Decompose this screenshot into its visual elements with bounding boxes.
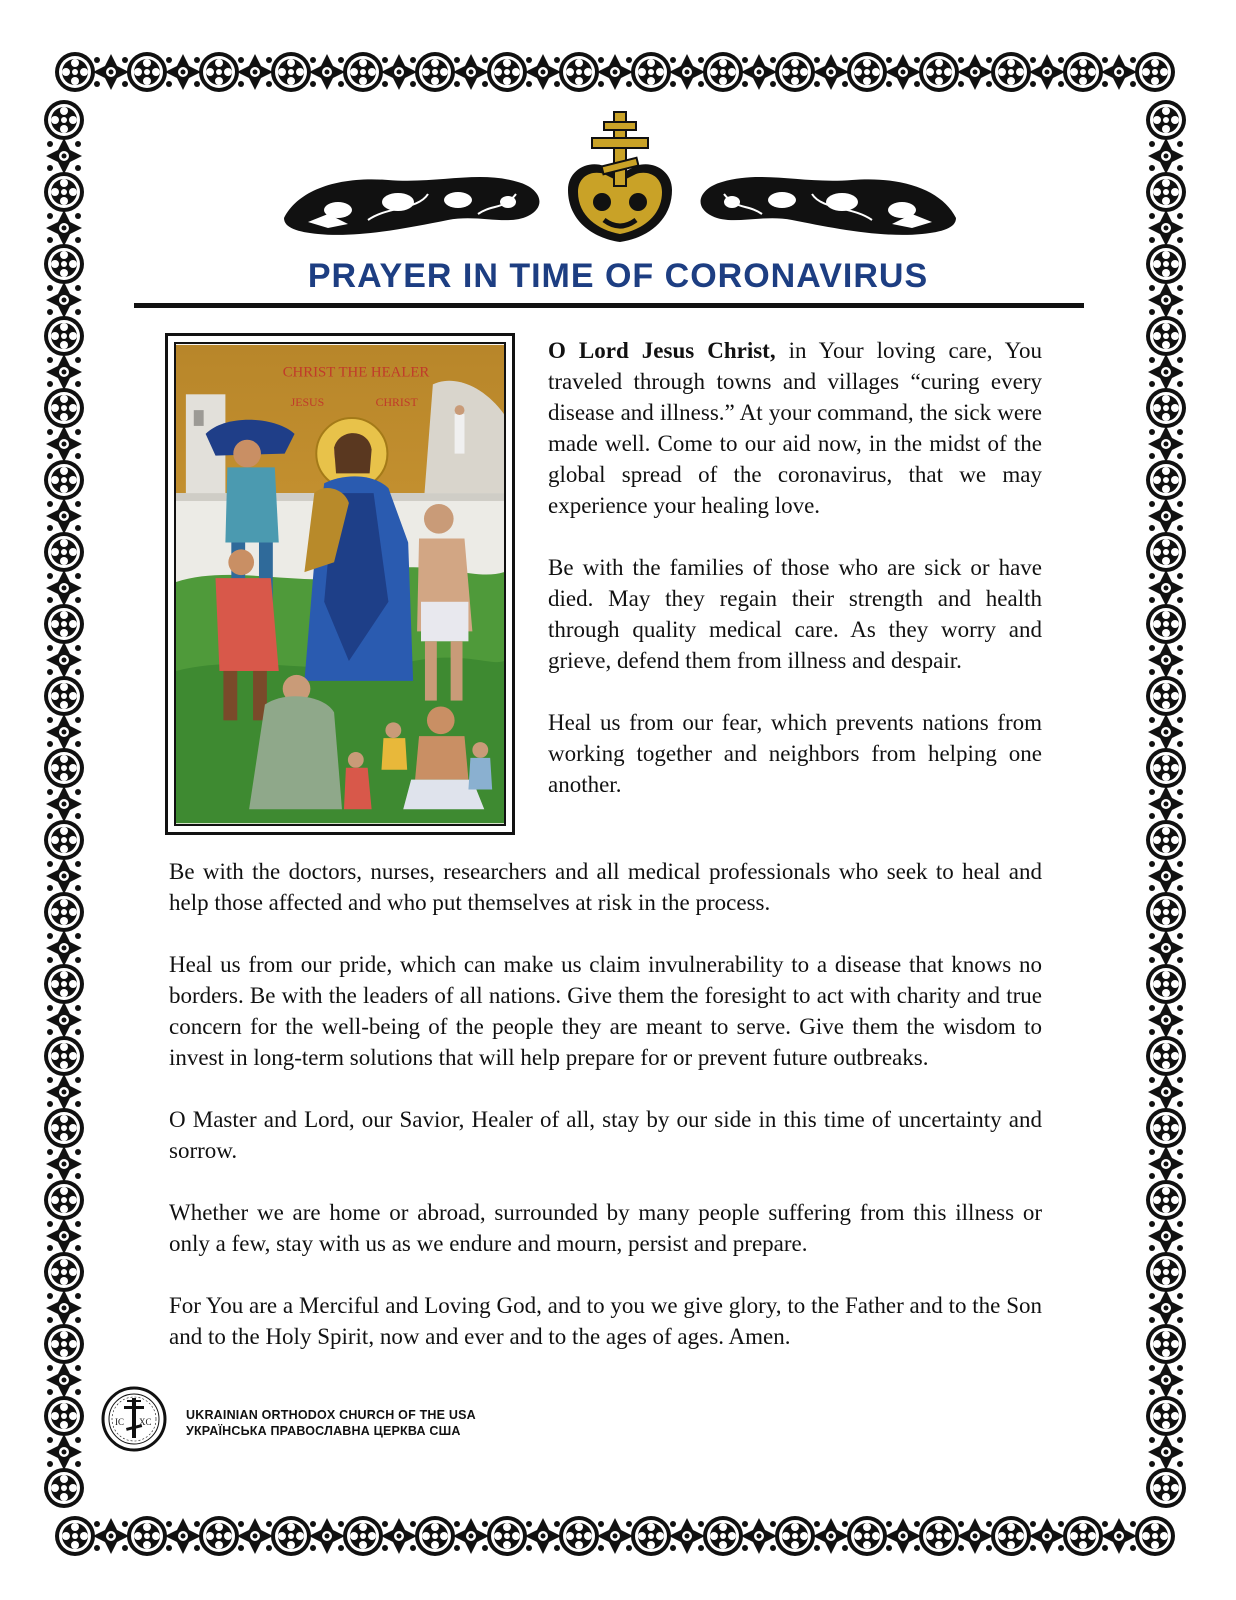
prayer-paragraph-7: Whether we are home or abroad, surrounded by many people suffering from this illness or only a few, stay with us as we endure and mourn, persist and prepare. xyxy=(169,1200,1042,1256)
header-ornament-cross-icon xyxy=(278,110,962,250)
prayer-paragraph-4: Be with the doctors, nurses, researchers and all medical professionals who seek to heal and help those affected and who put themselves at risk in the process. xyxy=(169,859,1042,915)
seal-xc: XC xyxy=(139,1417,152,1427)
border-rosette-icon xyxy=(40,1464,88,1512)
page-title: PRAYER IN TIME OF CORONAVIRUS xyxy=(307,257,929,295)
border-right xyxy=(1142,96,1190,1512)
prayer-paragraph-2: Be with the families of those who are sick or have died. May they regain their strength and health through quality medical care. As they worry and grieve, defend them from illness and despair. xyxy=(548,555,1042,673)
icon-caption: CHRIST THE HEALER xyxy=(282,364,430,381)
border-rosette-icon xyxy=(1131,48,1179,96)
icon-name-right: CHRIST xyxy=(375,395,418,410)
christ-the-healer-icon xyxy=(174,342,506,826)
prayer-opening-bold: O Lord Jesus Christ, xyxy=(548,338,776,363)
prayer-paragraph-1 xyxy=(548,335,1042,521)
prayer-paragraph-5: Heal us from our pride, which can make us claim invulnerability to a disease that knows no borders. Be with the leaders of all nations. Give them the foresight to act with charity and true concern for the well-being of the people they are meant to serve. Give them the wisdom to invest in long-term solutions that will help prepare for or prevent future outbreaks. xyxy=(169,952,1042,1070)
border-left xyxy=(40,96,88,1512)
prayer-opening-text: in Your loving care, You traveled through towns and villages “curing every disease and illness.” At your command, the sick were made well. Come to our aid now, in the midst of the global spread of the coronavirus, that we may experience your healing love. xyxy=(548,338,1042,518)
prayer-paragraph-3: Heal us from our fear, which prevents nations from working together and neighbors from helping one another. xyxy=(548,710,1042,797)
prayer-main-column xyxy=(169,856,1042,1352)
border-bottom xyxy=(40,1512,1190,1560)
footer-org-english: UKRAINIAN ORTHODOX CHURCH OF THE USA xyxy=(186,1408,476,1422)
prayer-intro-column xyxy=(548,335,1042,800)
footer-organization xyxy=(186,1407,476,1439)
icon-name-left: JESUS xyxy=(290,395,325,410)
title-divider xyxy=(134,303,1084,308)
prayer-paragraph-6: O Master and Lord, our Savior, Healer of all, stay by our side in this time of uncertainty and sorrow. xyxy=(169,1107,1042,1163)
border-rosette-icon xyxy=(1142,1464,1190,1512)
prayer-paragraph-8: For You are a Merciful and Loving God, and to you we give glory, to the Father and to the Son and to the Holy Spirit, now and ever and to the ages of ages. Amen. xyxy=(169,1293,1042,1349)
icon-image-frame xyxy=(165,333,515,835)
seal-ic: IC xyxy=(115,1417,124,1427)
church-seal-icon xyxy=(101,1386,167,1452)
footer-org-ukrainian: УКРАЇНСЬКА ПРАВОСЛАВНА ЦЕРКВА США xyxy=(186,1424,461,1438)
border-rosette-icon xyxy=(1131,1512,1179,1560)
border-top xyxy=(40,48,1190,96)
